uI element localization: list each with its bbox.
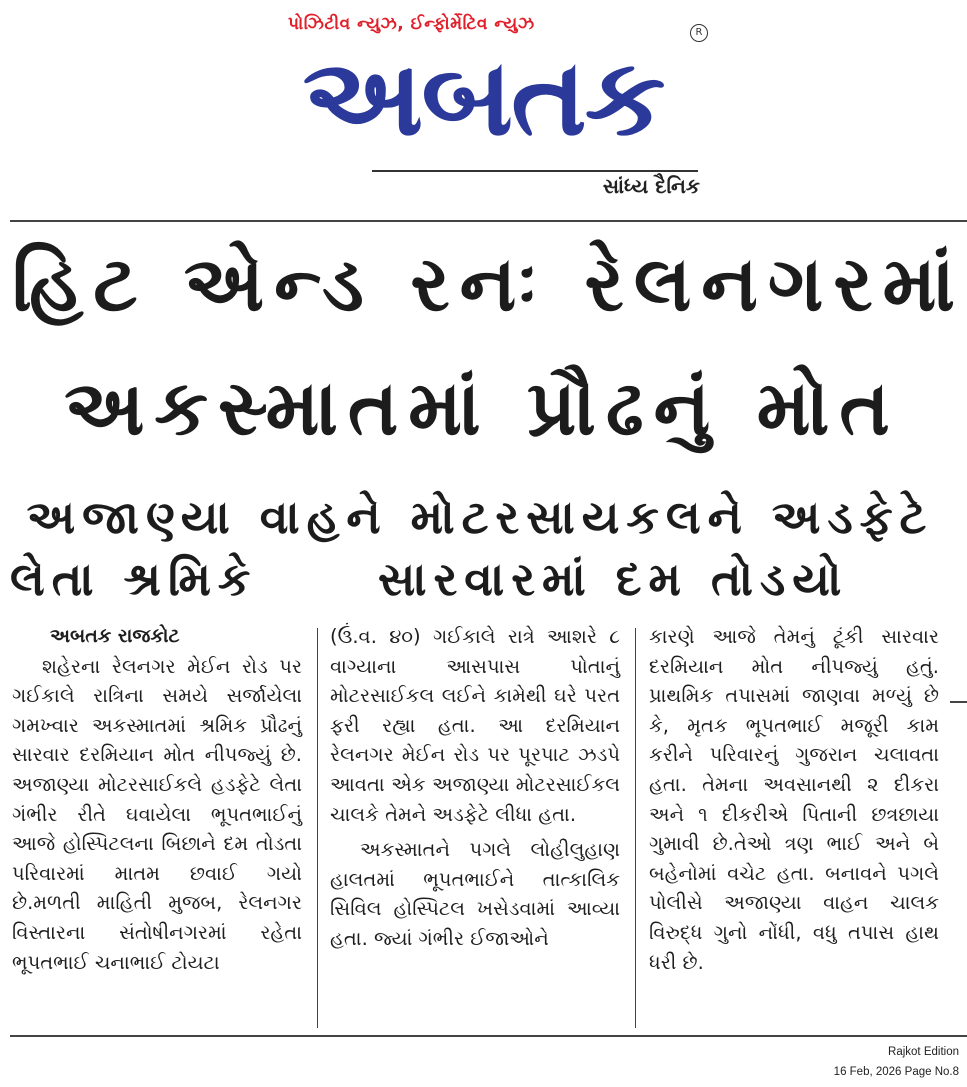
- masthead: [0, 0, 967, 215]
- column-divider: [317, 628, 318, 1028]
- edition-info: [834, 1042, 959, 1082]
- masthead-subtitle: સાંધ્ય દૈનિક: [602, 174, 700, 198]
- deck-line-2-right: સારવારમાં દમ તોડયો: [378, 552, 849, 606]
- deck-line-2-left: લેતા શ્રમિકે: [10, 552, 258, 606]
- headline-line-1: હિટ એન્ડ રનઃ રેલનગરમાં: [12, 239, 965, 328]
- newspaper-logo: અબતક: [302, 36, 664, 159]
- article-body: [12, 622, 952, 1034]
- byline: અબતક રાજકોટ: [50, 625, 180, 647]
- article-paragraph: કારણે આજે તેમનું ટૂંકી સારવાર દરમિયાન મોત નીપજ્યું હતું. પ્રાથમિક તપાસમાં જાણવા મળ્યું છે કે, મૃતક ભૂપતભાઈ મજૂરી કામ કરીને પરિવારનું ગુજરાન ચલાવતા હતા. તેમના અવસાનથી ૨ દીકરા અને ૧ દીકરીએ પિતાની છત્રછાયા ગુમાવી છે.તેઓ ત્રણ ભાઈ અને બે બહેનોમાં વચેટ હતા. બનાવને પગલે પોલીસે અજાણ્યા વાહન ચાલક વિરુદ્ધ ગુનો નોંધી, વધુ તપાસ હાથ ધરી છે.: [649, 625, 939, 974]
- bottom-divider: [10, 1035, 967, 1037]
- logo-underline: [372, 170, 698, 172]
- edition-name: Rajkot Edition: [888, 1046, 959, 1058]
- headline-line-2: અકસ્માતમાં પ્રૌઢનું મોત: [64, 363, 900, 452]
- margin-tick: [950, 701, 967, 703]
- article-column-3: [649, 622, 939, 1034]
- top-divider: [10, 220, 967, 222]
- article-column-1: [12, 622, 302, 1034]
- article-paragraph: (ઉં.વ. ૪૦) ગઈકાલે રાત્રે આશરે ૮ વાગ્યાના આસપાસ પોતાનું મોટરસાઈકલ લઈને કામેથી ઘરે પરત ફરી રહ્યા હતા. આ દરમિયાન રેલનગર મેઈન રોડ પર પૂરપાટ ઝડપે આવતા એક અજાણ્યા મોટરસાઈકલ ચાલકે તેમને અડફેટે લીધા હતા.: [330, 625, 620, 826]
- deck-line-1: અજાણ્યા વાહને મોટરસાયકલને અડફેટે: [26, 490, 934, 544]
- registered-mark: R: [690, 24, 708, 42]
- edition-date-page: 16 Feb, 2026 Page No.8: [833, 1066, 959, 1078]
- article-paragraph: શહેરના રેલનગર મેઈન રોડ પર ગઈકાલે રાત્રિના સમયે સર્જાયેલા ગમખ્વાર અકસ્માતમાં શ્રમિક પ્રૌઢનું સારવાર દરમિયાન મોત નીપજ્યું છે. અજાણ્યા મોટરસાઈકલે હડફેટે લેતા ગંભીર રીતે ઘવાયેલા ભૂપતભાઈનું આજે હોસ્પિટલના બિછાને દમ તોડતા પરિવારમાં માતમ છવાઈ ગયો છે.મળતી માહિતી મુજબ, રેલનગર વિસ્તારના સંતોષીનગરમાં રહેતા ભૂપતભાઈ ચનાભાઈ ટોયટા: [12, 654, 302, 974]
- masthead-tagline: પોઝિટીવ ન્યુઝ, ઈન્ફોર્મેટિવ ન્યુઝ: [288, 14, 535, 34]
- article-paragraph: અકસ્માતને પગલે લોહીલુહાણ હાલતમાં ભૂપતભાઈને તાત્કાલિક સિવિલ હોસ્પિટલ ખસેડવામાં આવ્યા હતા. જ્યાં ગંભીર ઈજાઓને: [330, 838, 620, 950]
- article-column-2: [330, 622, 620, 1034]
- column-divider: [635, 628, 636, 1028]
